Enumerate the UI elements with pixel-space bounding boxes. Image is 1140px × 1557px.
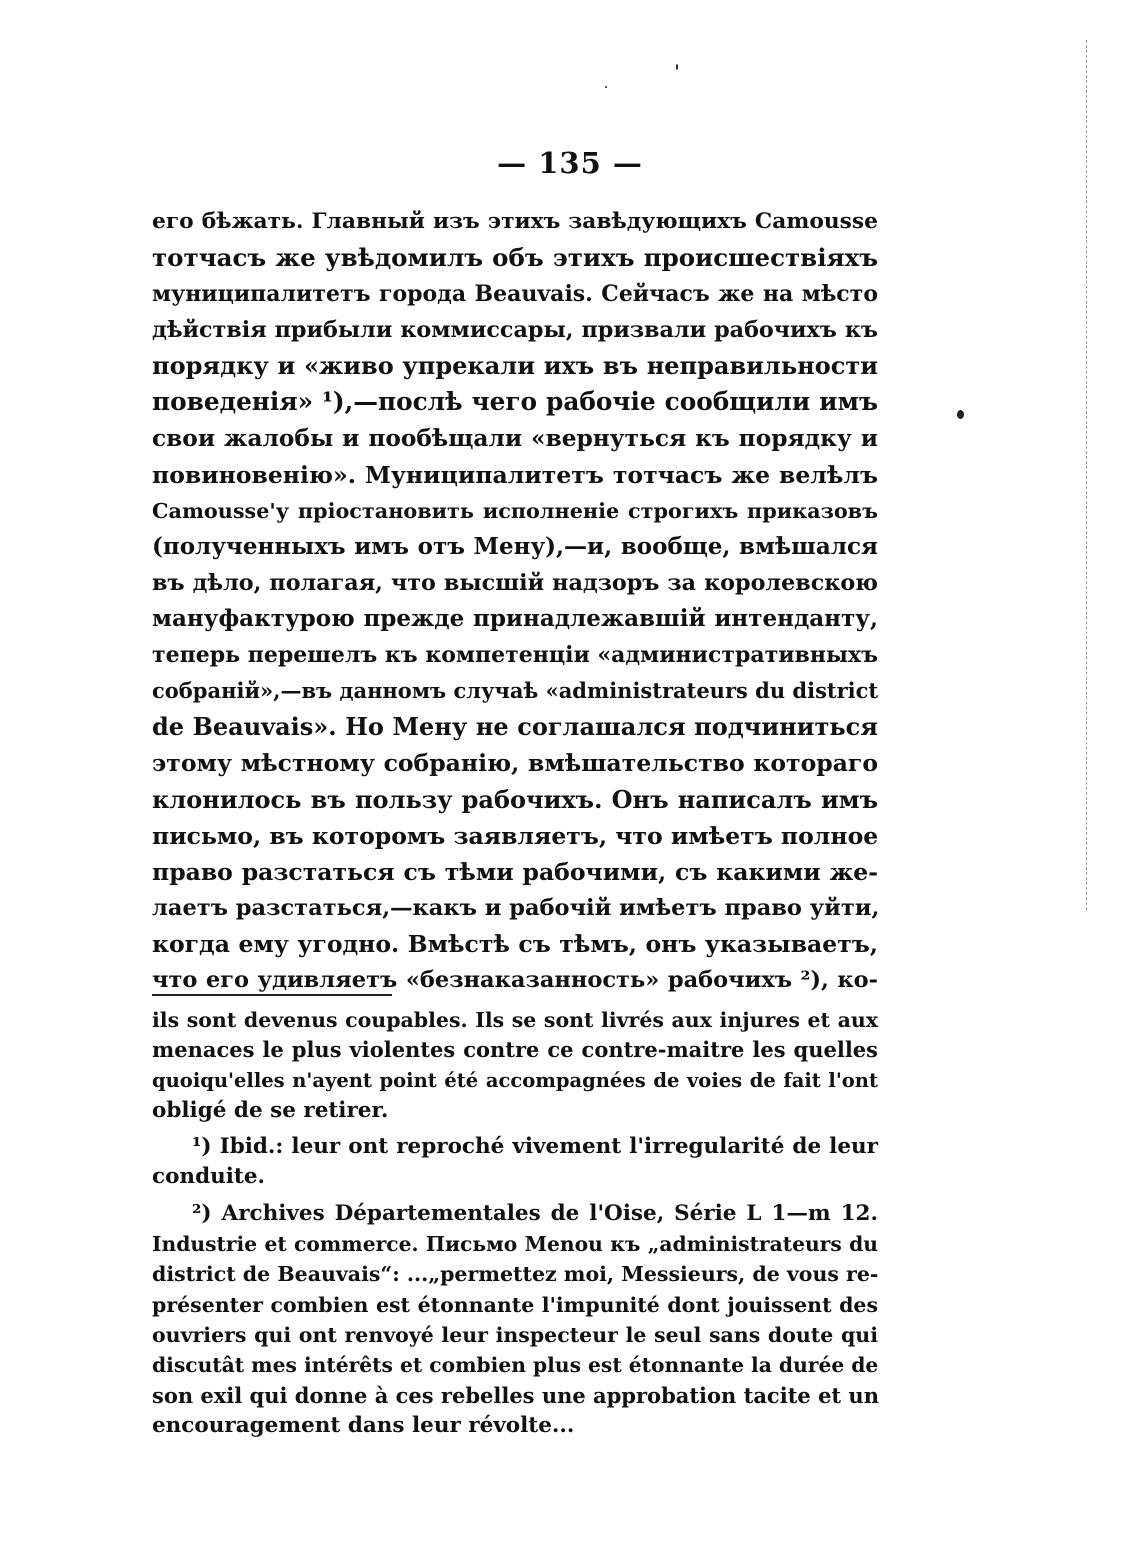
text-line: лаетъ разстаться,—какъ и рабочій имѣетъ право уйти, xyxy=(152,894,880,921)
text-line: (полученныхъ имъ отъ Мену),—и, вообще, вмѣшался xyxy=(152,532,878,560)
text-line: тотчасъ же увѣдомилъ объ этихъ происшествіяхъ xyxy=(152,243,878,273)
text-line: свои жалобы и пообѣщали «вернуться къ порядку и xyxy=(152,424,878,452)
footnote-line: district de Beauvais“: ...„permettez moi, Messieurs, de vous re- xyxy=(152,1262,879,1287)
text-line: право разстаться съ тѣми рабочими, съ какими же- xyxy=(152,857,878,886)
footnote-line: discutât mes intérêts et combien plus est étonnante la durée de xyxy=(152,1353,879,1378)
text-line: порядку и «живо упрекали ихъ въ неправильности xyxy=(152,351,878,381)
text-line: въ дѣло, полагая, что высшій надзоръ за королевскою xyxy=(152,569,878,596)
scan-speck xyxy=(957,410,964,419)
footnote-line: encouragement dans leur révolte... xyxy=(152,1412,575,1438)
scan-speck xyxy=(676,64,678,70)
footnote-line: Industrie et commerce. Письмо Menou къ „administrateurs du xyxy=(152,1232,878,1257)
footnote-1 xyxy=(152,1132,878,1193)
text-line: этому мѣстному собранію, вмѣшательство котораго xyxy=(152,749,878,778)
footnote-line: quoiqu'elles n'ayent point été accompagnées de voies de fait l'ont xyxy=(152,1068,878,1092)
text-line: de Beauvais». Но Мену не соглашался подчиниться xyxy=(152,712,878,742)
main-text xyxy=(152,204,878,998)
text-line: дѣйствія прибыли коммиссары, призвали рабочихъ къ xyxy=(152,317,878,344)
footnote-line: son exil qui donne à ces rebelles une approbation tacite et un xyxy=(152,1382,879,1408)
footnote-rule xyxy=(152,994,392,996)
footnote-line: conduite. xyxy=(152,1164,265,1190)
footnote-line: menaces le plus violentes contre ce contre-maitre les quelles xyxy=(152,1037,878,1063)
footnote-line: ²) Archives Départementales de l'Oise, Série L 1—m 12. xyxy=(192,1200,878,1226)
text-line: клонилось въ пользу рабочихъ. Онъ написалъ имъ xyxy=(152,784,878,814)
text-line: теперь перешелъ къ компетенціи «административныхъ xyxy=(152,642,878,669)
footnote-line: ouvriers qui ont renvoyé leur inspecteur le seul sans doute qui xyxy=(152,1322,878,1347)
footnote-2 xyxy=(152,1199,878,1441)
text-line: собраній»,—въ данномъ случаѣ «administrateurs du district xyxy=(152,678,879,704)
text-line: муниципалитетъ города Beauvais. Сейчасъ же на мѣсто xyxy=(152,281,878,308)
text-line: поведенія» ¹),—послѣ чего рабочіе сообщили имъ xyxy=(152,387,878,417)
footnote-line: obligé de se retirer. xyxy=(152,1097,389,1123)
footnotes xyxy=(152,1005,878,1441)
text-line: повиновенію». Муниципалитетъ тотчасъ же велѣлъ xyxy=(152,460,878,489)
text-line: когда ему угодно. Вмѣстѣ съ тѣмъ, онъ указываетъ, xyxy=(152,929,878,958)
scan-speck xyxy=(605,86,607,88)
footnote-line: présenter combien est étonnante l'impunité dont jouissent des xyxy=(152,1292,878,1317)
text-line: его бѣжать. Главный изъ этихъ завѣдующихъ Camousse xyxy=(152,209,878,234)
footnote-line: ¹) Ibid.: leur ont reproché vivement l'irregularité de leur xyxy=(192,1134,878,1160)
footnote-continuation xyxy=(152,1005,878,1126)
text-line: что его удивляетъ «безнаказанность» рабочихъ ²), ко- xyxy=(152,966,878,993)
text-line: мануфактурою прежде принадлежавшій интенданту, xyxy=(152,605,878,633)
footnote-line: ils sont devenus coupables. Ils se sont livrés aux injures et aux xyxy=(152,1008,878,1032)
page-number: — 135 — xyxy=(497,146,643,180)
text-line: письмо, въ которомъ заявляетъ, что имѣетъ полное xyxy=(152,821,879,850)
text-line: Camousse'у пріостановить исполненіе строгихъ приказовъ xyxy=(152,498,878,523)
